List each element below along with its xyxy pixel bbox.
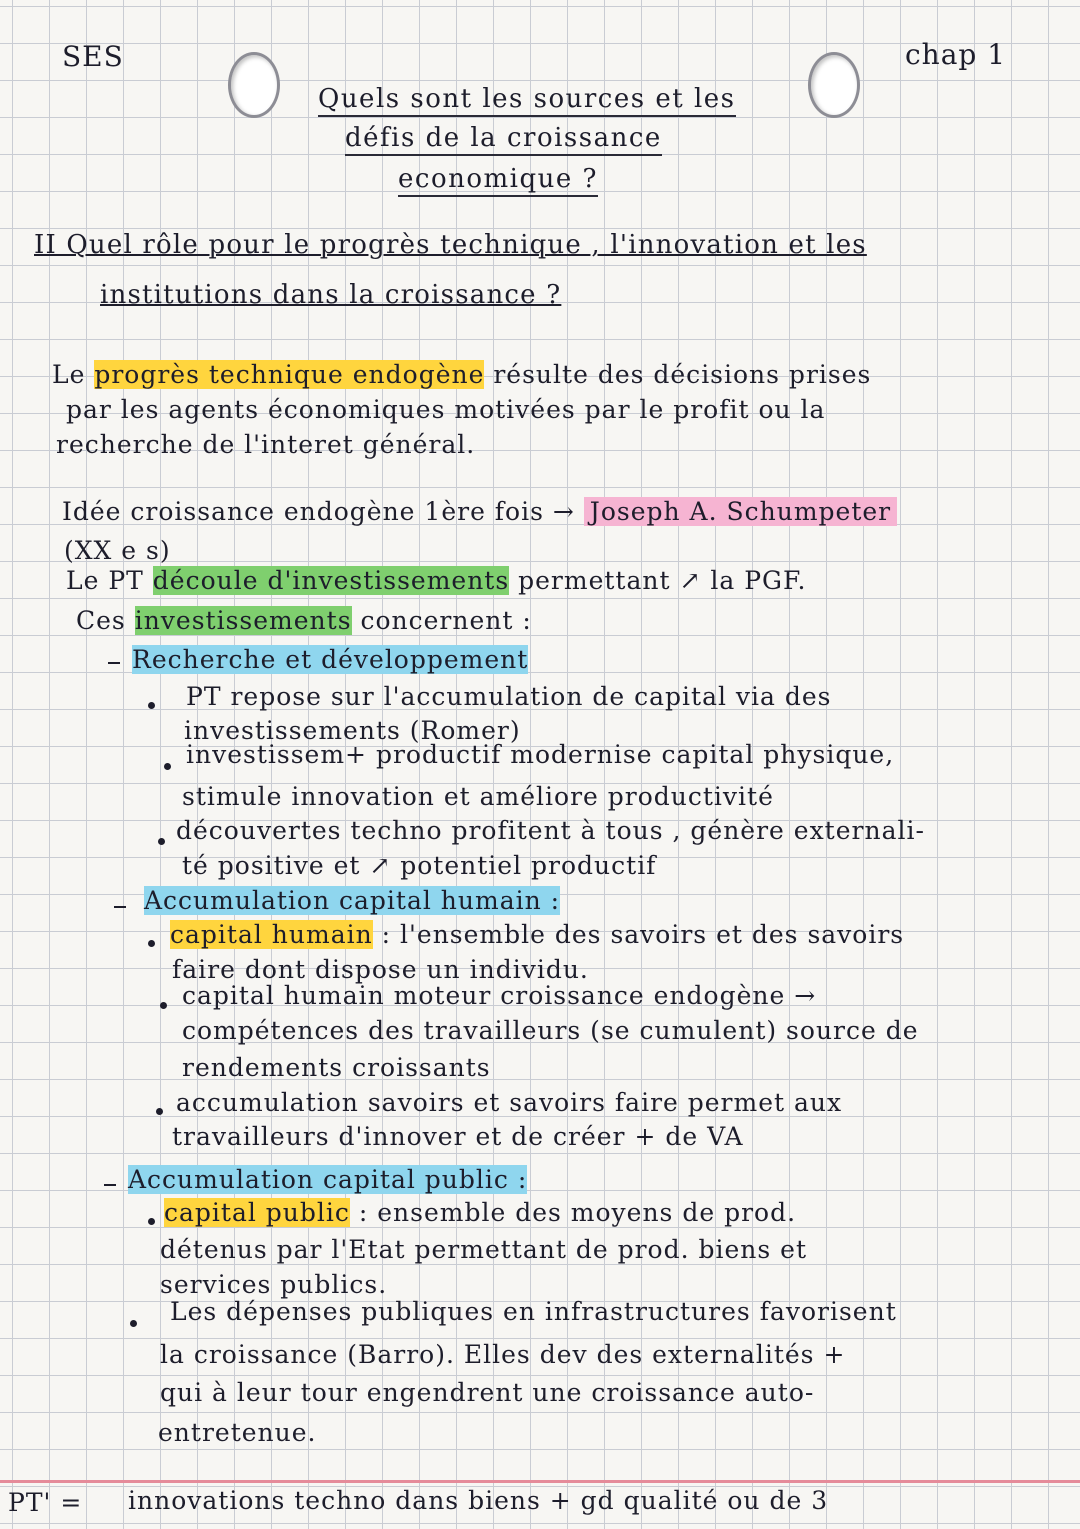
inv-text-a: Ces — [76, 606, 135, 635]
pt-line — [66, 566, 806, 595]
pt-text-b: permettant ↗ la PGF. — [509, 566, 807, 595]
human-bullet-1-line-1 — [170, 920, 904, 949]
human-bullet-2-line-1: capital humain moteur croissance endogène → — [182, 981, 817, 1010]
idea-line-2: (XX e s) — [64, 536, 171, 565]
bullet — [148, 1218, 155, 1225]
human-capital-heading: Accumulation capital humain : — [144, 886, 561, 915]
footer-label: PT' = — [8, 1488, 83, 1517]
intro-line-1 — [52, 360, 871, 389]
dash-rd — [108, 662, 120, 664]
public-bullet-2-line-4: entretenue. — [158, 1418, 317, 1447]
section-question-line-2: institutions dans la croissance ? — [100, 280, 562, 310]
public-bullet-1-line-1 — [164, 1198, 796, 1227]
pt-text-a: Le PT — [66, 566, 153, 595]
intro-text-a: Le — [52, 360, 95, 389]
idea-line-1 — [62, 497, 897, 526]
dash-public — [104, 1184, 116, 1186]
human-bullet-3-line-1: accumulation savoirs et savoirs faire permet aux — [176, 1088, 843, 1117]
bullet — [164, 763, 171, 770]
bullet — [148, 702, 155, 709]
public-bullet-2-line-2: la croissance (Barro). Elles dev des externalités + — [160, 1340, 846, 1369]
footer-text: innovations techno dans biens + gd qualité ou de 3 — [128, 1486, 829, 1515]
binder-hole-right — [808, 52, 860, 118]
section-question-line-1: II Quel rôle pour le progrès technique , l'innovation et les — [34, 230, 867, 260]
intro-text-b: résulte des décisions prises — [484, 360, 872, 389]
investments-highlight-2: investissements — [134, 606, 352, 635]
human-bullet-3-line-2: travailleurs d'innover et de créer + de VA — [172, 1122, 744, 1151]
rd-bullet-1-line-1: PT repose sur l'accumulation de capital via des — [186, 682, 832, 711]
binder-hole-left — [228, 52, 280, 118]
bullet — [130, 1320, 137, 1327]
investments-highlight: découle d'investissements — [152, 566, 510, 595]
rd-bullet-2-line-1: investissem+ productif modernise capital physique, — [186, 740, 895, 769]
idea-text: Idée croissance endogène 1ère fois → — [62, 497, 575, 526]
margin-line — [0, 1480, 1080, 1483]
investments-line — [76, 606, 532, 635]
bullet — [160, 1002, 167, 1009]
title-line-3: economique ? — [398, 164, 598, 197]
schumpeter-highlight: Joseph A. Schumpeter — [584, 497, 897, 526]
public-bullet-1-line-2: détenus par l'Etat permettant de prod. biens et — [160, 1235, 807, 1264]
rd-bullet-3-line-2: té positive et ↗ potentiel productif — [182, 851, 657, 880]
public-def-text: : ensemble des moyens de prod. — [349, 1198, 797, 1227]
rd-bullet-3-line-1: découvertes techno profitent à tous , génère externali- — [176, 816, 925, 845]
bullet — [156, 1108, 163, 1115]
human-bullet-2-line-2: compétences des travailleurs (se cumulent) source de — [182, 1016, 919, 1045]
human-bullet-1-line-2: faire dont dispose un individu. — [172, 955, 589, 984]
public-bullet-2-line-3: qui à leur tour engendrent une croissance auto- — [160, 1378, 815, 1407]
human-capital-highlight: capital humain — [170, 920, 373, 949]
dash-human — [114, 906, 126, 908]
public-bullet-1-line-3: services publics. — [160, 1270, 388, 1299]
intro-line-2: par les agents économiques motivées par le profit ou la — [66, 395, 826, 424]
bullet — [148, 940, 155, 947]
bullet — [158, 838, 165, 845]
title-line-2: défis de la croissance — [345, 123, 662, 156]
public-capital-heading: Accumulation capital public : — [128, 1165, 528, 1194]
rd-bullet-2-line-2: stimule innovation et améliore productivité — [182, 782, 774, 811]
chapter-label: chap 1 — [905, 38, 1007, 71]
title-line-1: Quels sont les sources et les — [318, 84, 736, 117]
rd-heading: Recherche et développement — [132, 645, 529, 674]
human-def-text: : l'ensemble des savoirs et des savoirs — [372, 920, 905, 949]
endogenous-progress-highlight: progrès technique endogène — [94, 360, 485, 389]
rd-bullet-1-line-2: investissements (Romer) — [184, 716, 521, 745]
inv-text-b: concernent : — [351, 606, 532, 635]
public-bullet-2-line-1: Les dépenses publiques en infrastructures favorisent — [170, 1297, 897, 1326]
public-capital-highlight: capital public — [164, 1198, 350, 1227]
intro-line-3: recherche de l'interet général. — [56, 430, 476, 459]
human-bullet-2-line-3: rendements croissants — [182, 1053, 491, 1082]
subject-label: SES — [62, 40, 124, 73]
